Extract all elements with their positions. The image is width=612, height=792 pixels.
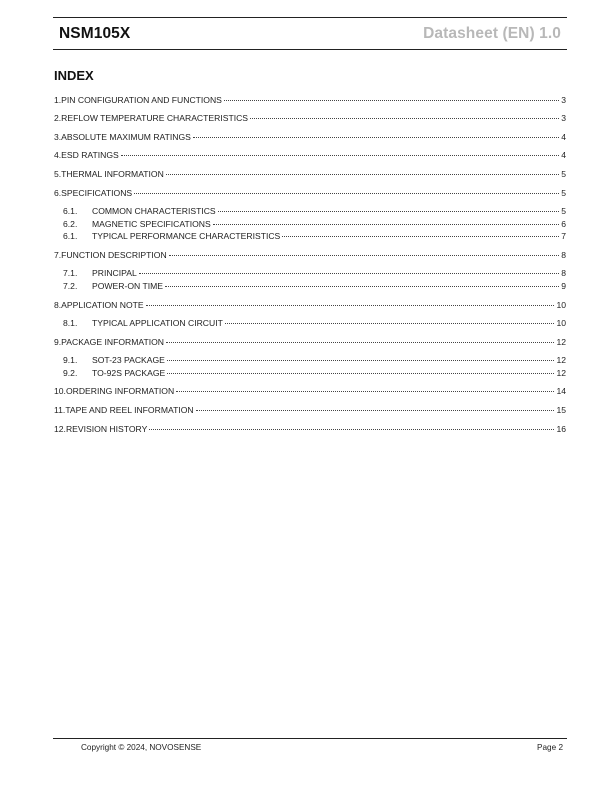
toc-entry-title: PIN CONFIGURATION AND FUNCTIONS	[61, 95, 222, 105]
toc-entry-number: 9.	[54, 337, 62, 347]
toc-entry[interactable]	[54, 188, 566, 199]
toc-entry-number: 6.	[54, 188, 62, 198]
toc-entry-page: 15	[556, 405, 566, 415]
toc-entry-page: 10	[556, 318, 566, 328]
toc-entry-title: SPECIFICATIONS	[61, 188, 133, 198]
toc-entry-number: 9.1.	[63, 355, 78, 365]
toc-entry-title: ABSOLUTE MAXIMUM RATINGS	[61, 132, 191, 142]
product-name: NSM105X	[59, 25, 131, 42]
toc-entry-page: 4	[561, 132, 566, 142]
toc-entry-number: 7.	[54, 250, 62, 260]
toc-entry[interactable]	[54, 169, 566, 180]
toc-entry-number: 4.	[54, 150, 62, 160]
toc-entry-page: 4	[561, 150, 566, 160]
toc-entry-title: POWER-ON TIME	[92, 281, 163, 291]
toc-entry[interactable]	[54, 368, 566, 379]
toc-entry-title: PRINCIPAL	[92, 268, 137, 278]
toc-entry-page: 8	[561, 250, 566, 260]
toc-entry-page: 9	[561, 281, 566, 291]
toc-entry-number: 6.1.	[63, 206, 78, 216]
toc-entry[interactable]	[54, 95, 566, 106]
toc-entry[interactable]	[54, 337, 566, 348]
toc-entry-page: 5	[561, 188, 566, 198]
toc-entry-page: 5	[561, 206, 566, 216]
footer-page-number: Page 2	[537, 743, 563, 752]
toc-entry-title: THERMAL INFORMATION	[61, 169, 164, 179]
toc-entry[interactable]	[54, 219, 566, 230]
toc-entry-number: 9.2.	[63, 368, 78, 378]
toc-entry[interactable]	[54, 355, 566, 366]
toc-dot-leader	[139, 273, 559, 274]
toc-dot-leader	[169, 255, 560, 256]
toc-dot-leader	[213, 224, 559, 225]
toc-entry[interactable]	[54, 206, 566, 217]
toc-dot-leader	[176, 391, 554, 392]
toc-entry-number: 6.2.	[63, 219, 78, 229]
toc-entry-title: FUNCTION DESCRIPTION	[61, 250, 167, 260]
toc-dot-leader	[146, 305, 555, 306]
toc-entry-page: 7	[561, 231, 566, 241]
toc-entry[interactable]	[54, 386, 566, 397]
toc-entry-number: 10.	[54, 386, 66, 396]
toc-entry[interactable]	[54, 250, 566, 261]
toc-entry[interactable]	[54, 268, 566, 279]
toc-entry-number: 7.1.	[63, 268, 78, 278]
toc-entry[interactable]	[54, 150, 566, 161]
toc-entry-title: MAGNETIC SPECIFICATIONS	[92, 219, 211, 229]
toc-entry-number: 12.	[54, 424, 66, 434]
toc-entry-page: 3	[561, 95, 566, 105]
toc-dot-leader	[149, 429, 554, 430]
toc-entry-title: TYPICAL PERFORMANCE CHARACTERISTICS	[92, 231, 281, 241]
footer-copyright: Copyright © 2024, NOVOSENSE	[81, 743, 202, 752]
toc-entry-title: SOT-23 PACKAGE	[92, 355, 165, 365]
toc-entry-title: REFLOW TEMPERATURE CHARACTERISTICS	[61, 113, 249, 123]
toc-entry[interactable]	[54, 132, 566, 143]
toc-entry[interactable]	[54, 405, 566, 416]
toc-entry-page: 5	[561, 169, 566, 179]
toc-entry-page: 10	[556, 300, 566, 310]
toc-entry-number: 8.1.	[63, 318, 78, 328]
toc-entry-title: TAPE AND REEL INFORMATION	[65, 405, 194, 415]
toc-entry-number: 5.	[54, 169, 62, 179]
toc-entry-title: ESD RATINGS	[61, 150, 119, 160]
toc-entry-number: 2.	[54, 113, 62, 123]
footer-divider	[53, 738, 567, 739]
toc-entry-page: 16	[556, 424, 566, 434]
toc-dot-leader	[166, 174, 559, 175]
toc-entry-title: ORDERING INFORMATION	[65, 386, 175, 396]
toc-entry-page: 12	[556, 337, 566, 347]
toc-dot-leader	[167, 373, 554, 374]
toc-entry[interactable]	[54, 113, 566, 124]
index-title: INDEX	[54, 68, 94, 83]
toc-entry-page: 3	[561, 113, 566, 123]
toc-entry-title: COMMON CHARACTERISTICS	[92, 206, 216, 216]
toc-dot-leader	[134, 193, 559, 194]
toc-entry-number: 3.	[54, 132, 62, 142]
toc-entry-number: 11.	[54, 405, 66, 415]
document-label: Datasheet (EN) 1.0	[423, 25, 561, 42]
page-header	[53, 17, 567, 50]
toc-entry[interactable]	[54, 281, 566, 292]
toc-entry-page: 12	[556, 355, 566, 365]
toc-dot-leader	[193, 137, 559, 138]
toc-entry-number: 1.	[54, 95, 62, 105]
toc-entry-title: APPLICATION NOTE	[61, 300, 144, 310]
toc-entry-number: 6.1.	[63, 231, 78, 241]
toc-entry[interactable]	[54, 318, 566, 329]
toc-entry-page: 12	[556, 368, 566, 378]
toc-dot-leader	[167, 360, 555, 361]
toc-entry-title: REVISION HISTORY	[65, 424, 148, 434]
toc-entry[interactable]	[54, 231, 566, 242]
toc-entry-number: 8.	[54, 300, 62, 310]
toc-entry-number: 7.2.	[63, 281, 78, 291]
toc-dot-leader	[121, 155, 559, 156]
toc-entry-title: PACKAGE INFORMATION	[61, 337, 164, 347]
toc-entry[interactable]	[54, 424, 566, 435]
toc-entry-page: 14	[556, 386, 566, 396]
toc-dot-leader	[282, 236, 559, 237]
toc-entry-title: TYPICAL APPLICATION CIRCUIT	[92, 318, 223, 328]
toc-entry[interactable]	[54, 300, 566, 311]
toc-dot-leader	[196, 410, 555, 411]
toc-entry-page: 6	[561, 219, 566, 229]
toc-dot-leader	[250, 118, 559, 119]
toc-dot-leader	[165, 286, 559, 287]
toc-dot-leader	[225, 323, 555, 324]
toc-entry-page: 8	[561, 268, 566, 278]
toc-dot-leader	[166, 342, 554, 343]
toc-entry-title: TO-92S PACKAGE	[92, 368, 166, 378]
toc-dot-leader	[218, 211, 560, 212]
toc-dot-leader	[224, 100, 559, 101]
